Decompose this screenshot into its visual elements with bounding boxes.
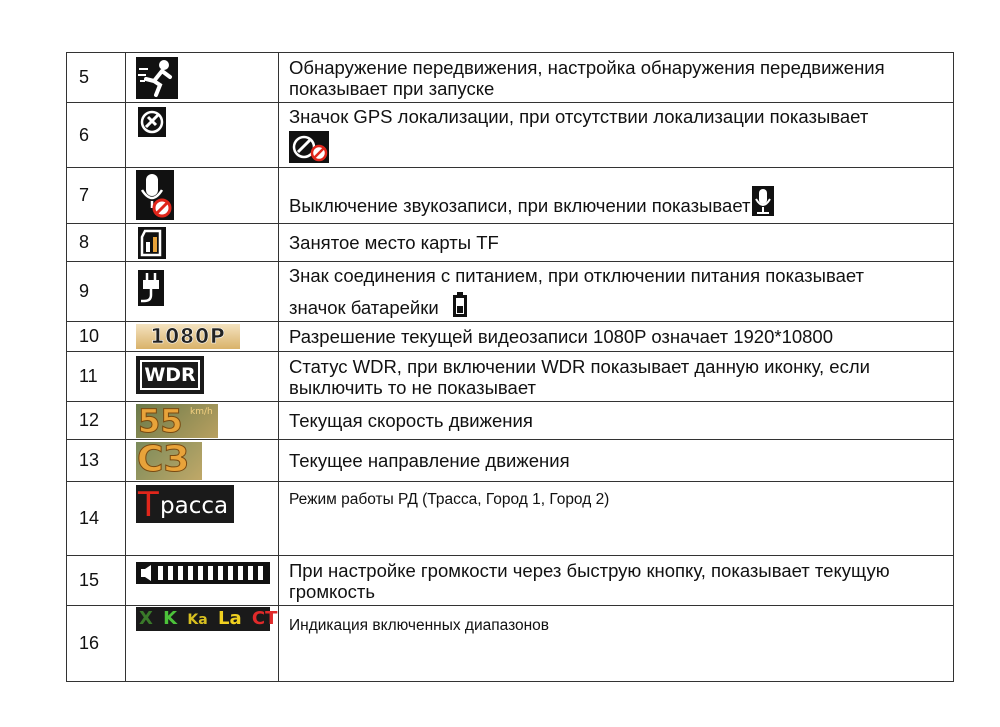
row-description-cont: значок батарейки — [289, 297, 439, 318]
row-description: Индикация включенных диапазонов — [279, 606, 954, 682]
row-number: 16 — [67, 606, 126, 682]
table-row — [67, 103, 954, 168]
row-description: Обнаружение передвижения, настройка обнаружения передвижения показывает при запуске — [279, 53, 954, 103]
table-row — [67, 53, 954, 103]
table-row — [67, 224, 954, 262]
row-description: Статус WDR, при включении WDR показывает данную иконку, если выключить то не показывает — [279, 352, 954, 402]
table-row — [67, 322, 954, 352]
row-number: 8 — [67, 224, 126, 262]
bands-badge — [136, 607, 278, 631]
volume-bar-icon — [136, 562, 270, 584]
table-row — [67, 262, 954, 322]
row-number: 14 — [67, 482, 126, 556]
row-description: Текущее направление движения — [279, 440, 954, 482]
icon-cell — [126, 482, 279, 556]
table-row — [67, 556, 954, 606]
mode-badge: Т расса — [136, 485, 234, 523]
row-description: При настройке громкости через быструю кнопку, показывает текущую громкость — [279, 556, 954, 606]
row-number: 13 — [67, 440, 126, 482]
row-description: Текущая скорость движения — [279, 402, 954, 440]
band-ct: CT — [251, 608, 278, 629]
icon-cell — [126, 556, 279, 606]
mic-icon — [752, 186, 774, 216]
row-number: 5 — [67, 53, 126, 103]
icon-spec-table — [66, 52, 954, 682]
sd-card-icon — [138, 227, 166, 259]
resolution-badge: 1080P — [136, 324, 240, 349]
speed-badge: 55 km/h — [136, 404, 218, 438]
row-number: 10 — [67, 322, 126, 352]
row-description: Знак соединения с питанием, при отключении питания показывает — [289, 265, 865, 286]
icon-cell — [126, 322, 279, 352]
wdr-badge: WDR — [140, 360, 200, 390]
band-k: K — [163, 608, 178, 629]
band-ka: Ka — [187, 612, 208, 628]
row-description: Разрешение текущей видеозаписи 1080P означает 1920*10800 — [279, 322, 954, 352]
battery-icon — [452, 292, 468, 318]
icon-cell — [126, 262, 279, 322]
row-number: 15 — [67, 556, 126, 606]
table-row — [67, 168, 954, 224]
row-number: 11 — [67, 352, 126, 402]
table-row — [67, 352, 954, 402]
icon-cell — [126, 440, 279, 482]
icon-cell — [126, 606, 279, 682]
table-row — [67, 402, 954, 440]
row-description: Режим работы РД (Трасса, Город 1, Город 2) — [279, 482, 954, 556]
mic-off-icon — [136, 170, 174, 220]
running-man-icon — [136, 57, 178, 99]
icon-cell — [126, 53, 279, 103]
icon-cell — [126, 168, 279, 224]
direction-badge: СЗ — [136, 442, 202, 480]
icon-cell — [126, 224, 279, 262]
gps-off-icon — [289, 131, 329, 163]
band-la: La — [217, 608, 242, 629]
row-number: 12 — [67, 402, 126, 440]
speed-unit: km/h — [190, 407, 213, 417]
table-row — [67, 606, 954, 682]
row-description: Занятое место карты TF — [279, 224, 954, 262]
icon-cell — [126, 103, 279, 168]
power-plug-icon — [138, 270, 164, 306]
band-x: X — [139, 608, 153, 629]
row-description: Значок GPS локализации, при отсутствии локализации показывает — [289, 106, 869, 127]
gps-satellite-icon — [138, 107, 166, 137]
icon-cell — [126, 352, 279, 402]
row-number: 9 — [67, 262, 126, 322]
table-row — [67, 482, 954, 556]
row-number: 7 — [67, 168, 126, 224]
row-number: 6 — [67, 103, 126, 168]
icon-cell — [126, 402, 279, 440]
row-description: Выключение звукозаписи, при включении показывает — [289, 194, 751, 216]
table-row — [67, 440, 954, 482]
